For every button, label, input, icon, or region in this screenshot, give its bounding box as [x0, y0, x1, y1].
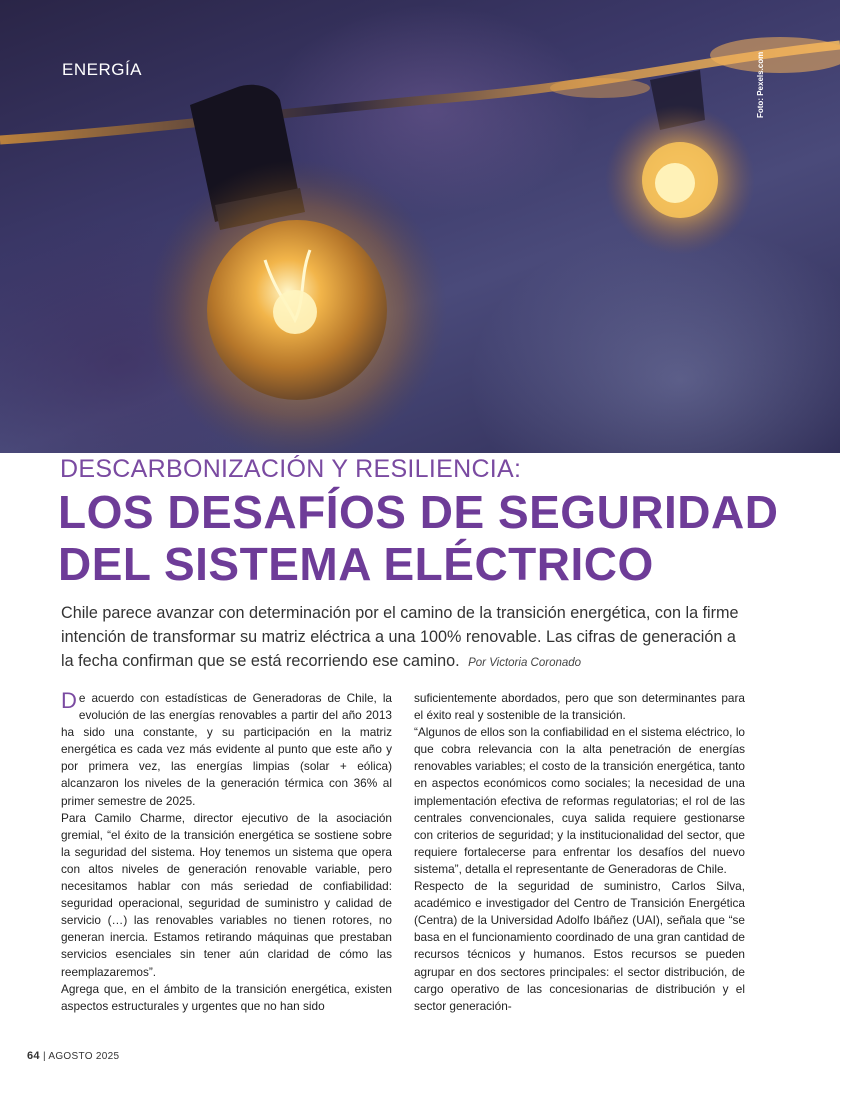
article-column-1 — [61, 690, 392, 1015]
section-label: ENERGÍA — [62, 60, 143, 79]
byline: Por Victoria Coronado — [468, 657, 582, 669]
lede-text: Chile parece avanzar con determinación por el camino de la transición energética, con la firme intención de transformar su matriz eléctrica a una 100% renovable. Las cifras de generación a la fecha confirman que se está recorriendo ese camino. — [61, 604, 739, 670]
headline-line-1: LOS DESAFÍOS DE SEGURIDAD — [58, 486, 779, 538]
page-number: 64 — [27, 1050, 40, 1062]
paragraph-text: e acuerdo con estadísticas de Generadoras de Chile, la evolución de las energías renovables a partir del año 2013 ha sido una constante, y su participación en la matriz energética es cada vez más evidente al punto que este año y por primera vez, las energías limpias (solar + eólica) alcanzaron los niveles de la generación térmica con 36% al primer semestre de 2025. — [61, 691, 392, 808]
article-kicker: DESCARBONIZACIÓN Y RESILIENCIA: — [60, 455, 522, 483]
folio-separator: | — [42, 1051, 46, 1062]
article-lede — [61, 601, 745, 675]
photo-credit: Foto: Pexels.com — [756, 51, 765, 118]
paragraph: suficientemente abordados, pero que son determinantes para el éxito real y sostenible de la transición. — [414, 691, 745, 723]
paragraph — [61, 690, 392, 810]
paragraph: “Algunos de ellos son la confiabilidad en el sistema eléctrico, lo que cobra relevancia con la alta penetración de energías renovables variables; el costo de la transición energética, tanto en aspectos económicos como sociales; la necesidad de una implementación efectiva de reformas regulatorias; el rol de las centrales convencionales, cuya salida requiere gestionarse con criterios de seguridad; y la institucionalidad del sector, que requiere fortalecerse para enfrentar los desafíos del nuevo sistema”, detalla el representante de Generadoras de Chile. — [414, 725, 745, 876]
hero-photo — [0, 0, 840, 453]
page-folio — [27, 1050, 119, 1062]
drop-cap: D — [61, 688, 77, 713]
article-column-2 — [414, 690, 745, 1015]
paragraph: Respecto de la seguridad de suministro, Carlos Silva, académico e investigador del Centro de Transición Energética (Centra) de la Universidad Adolfo Ibáñez (UAI), señala que “se basa en el funcionamiento coordinado de una gran cantidad de recursos técnicos y humanos. Estos recursos se pueden agrupar en dos sectores principales: el sector distribución, de cargo operativo de las concesionarias de distribución y el sector generación- — [414, 879, 745, 1013]
paragraph: Agrega que, en el ámbito de la transición energética, existen aspectos estructurales y urgentes que no han sido — [61, 981, 392, 1013]
issue-date: AGOSTO 2025 — [48, 1051, 120, 1062]
paragraph: Para Camilo Charme, director ejecutivo de la asociación gremial, “el éxito de la transición energética se sostiene sobre la seguridad del sistema. Hoy tenemos un sistema que opera con altos niveles de generación renovable variable, pero necesitamos hablar con más seriedad de confiabilidad: seguridad operacional, seguridad de suministro y calidad de servicio (…) las renovables variables no tienen rotores, no generan inercia. Estamos retirando máquinas que prestaban servicios esenciales sin tener aún claridad de cómo las reemplazaremos”. — [61, 810, 392, 979]
article-headline — [58, 486, 778, 590]
headline-line-2: DEL SISTEMA ELÉCTRICO — [58, 538, 654, 590]
